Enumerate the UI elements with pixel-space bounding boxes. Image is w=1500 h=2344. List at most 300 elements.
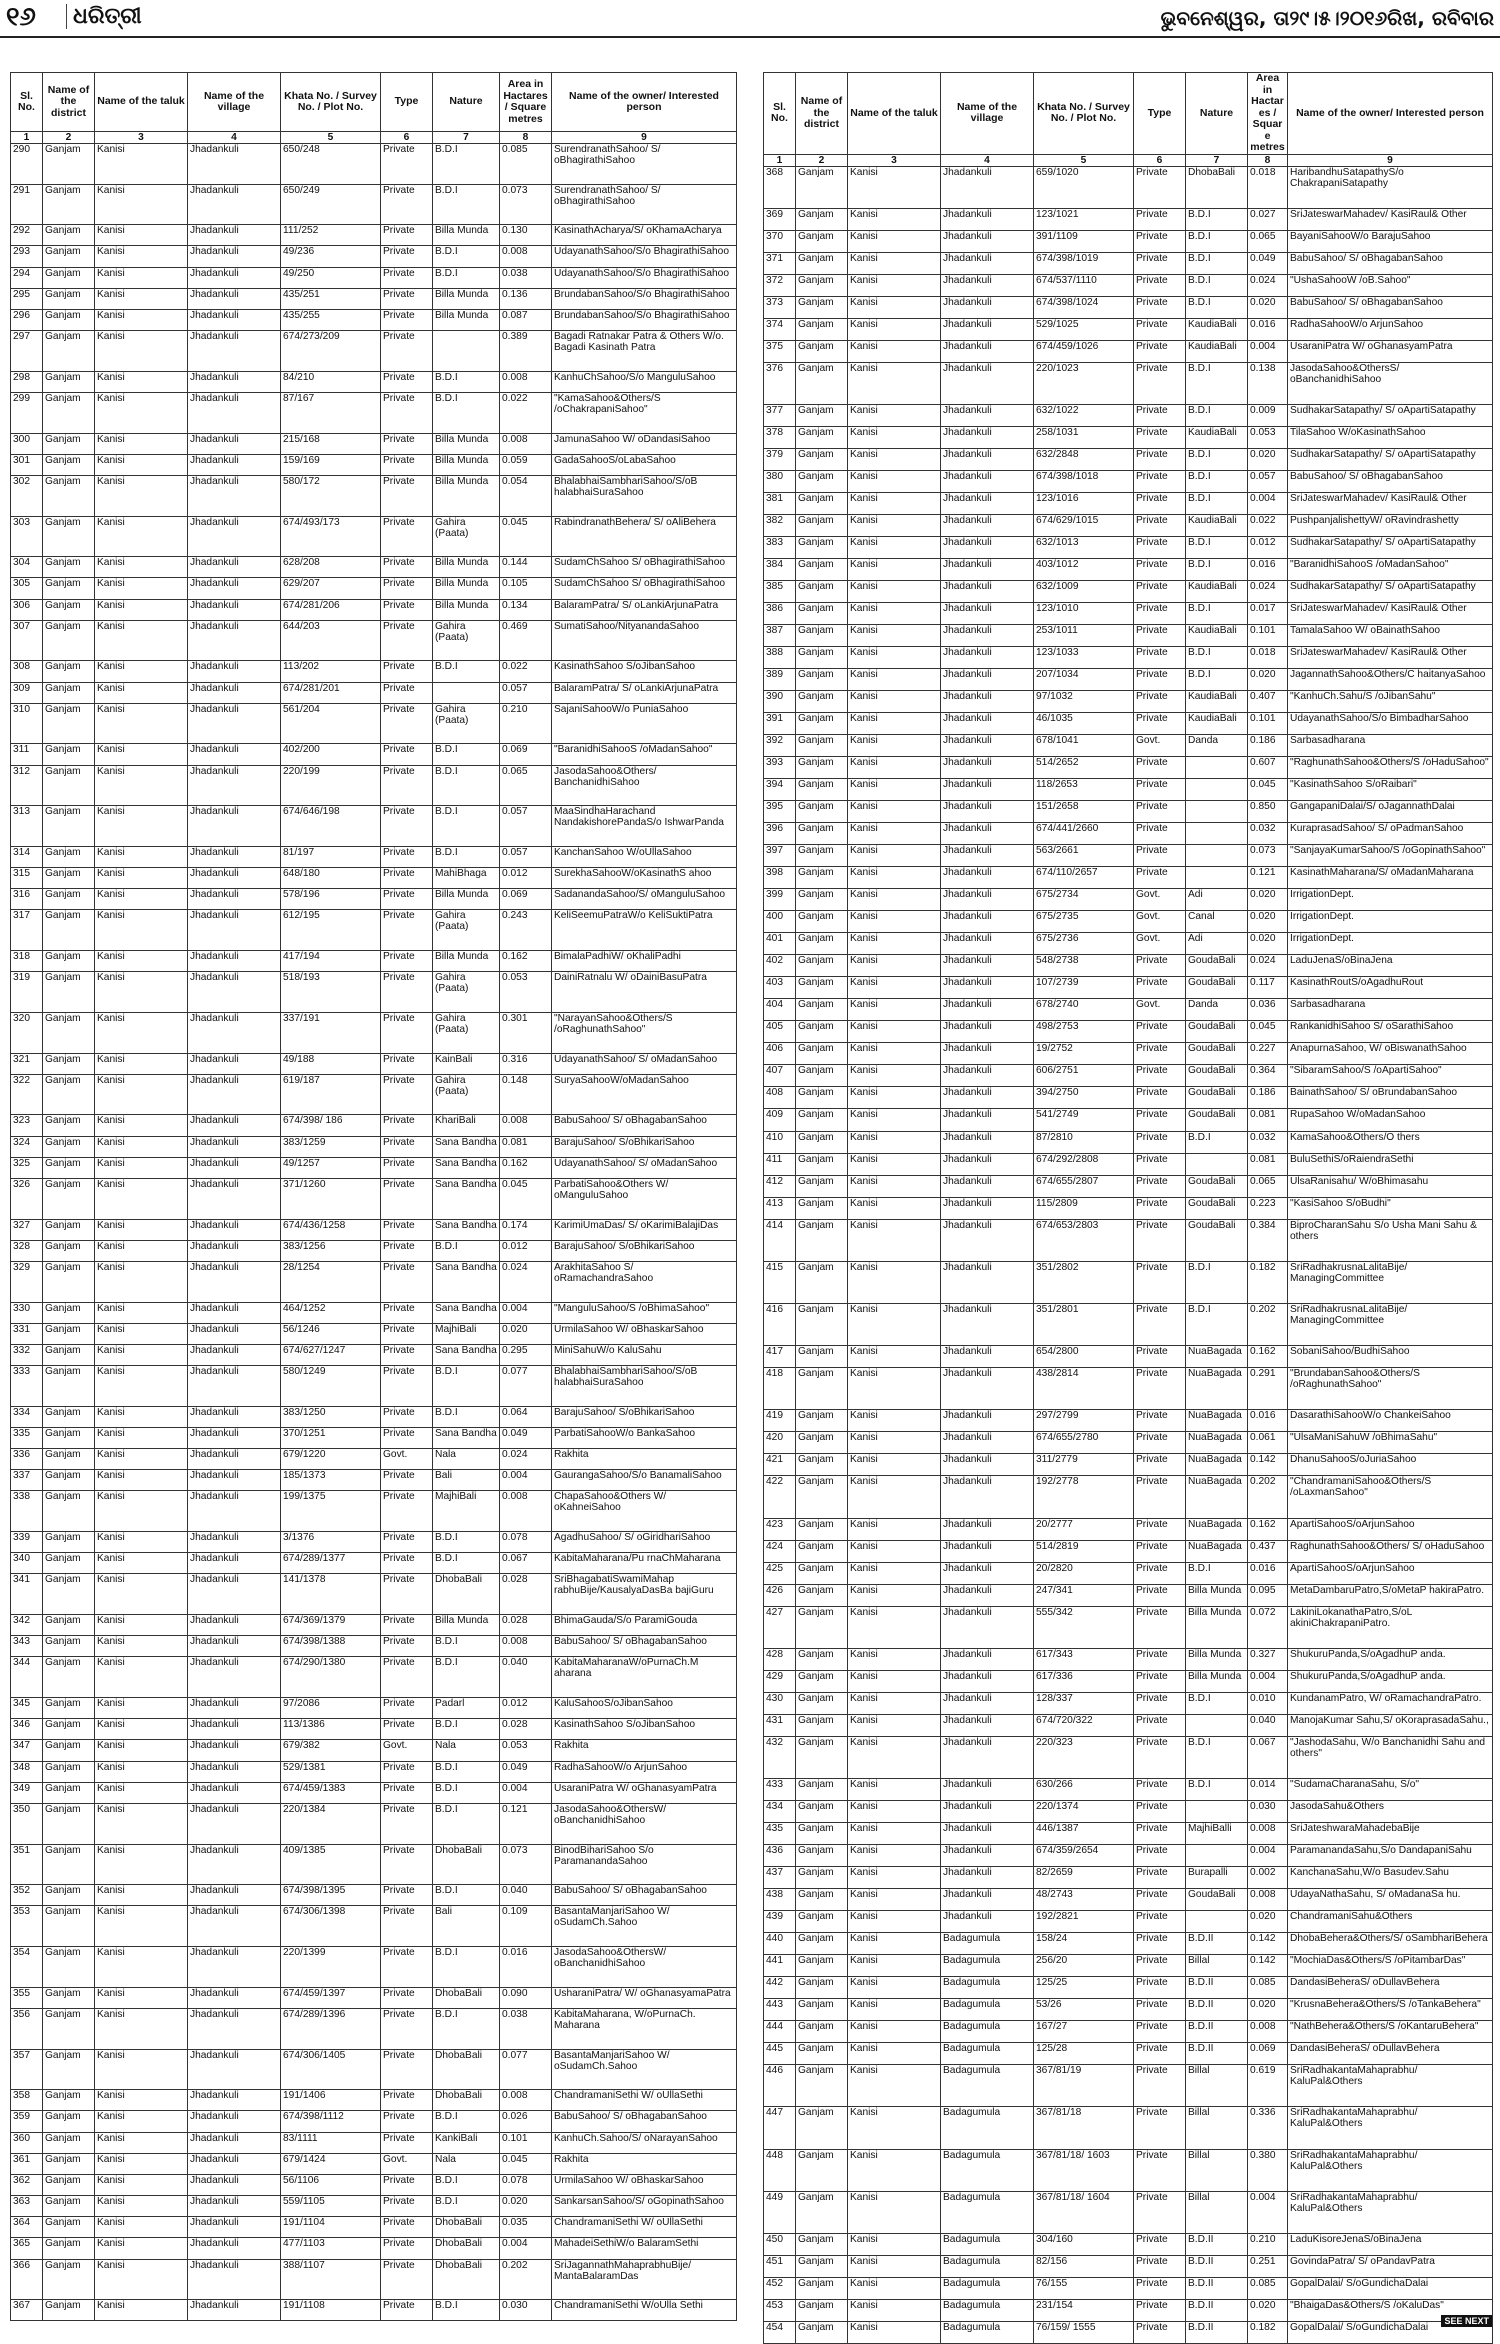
cell-area: 0.095: [1248, 1584, 1288, 1606]
cell-nature: [1186, 823, 1248, 845]
cell-area: 0.004: [1248, 340, 1288, 362]
cell-district: Ganjam: [796, 1714, 848, 1736]
cell-khata-plot: 258/1031: [1034, 427, 1134, 449]
cell-nature: NuaBagada: [1186, 1476, 1248, 1518]
cell-type: Private: [381, 516, 433, 557]
cell-taluk: Kanisi: [95, 1987, 188, 2008]
cell-owner: KuraprasadSahoo/ S/ oPadmanSahoo: [1288, 823, 1493, 845]
cell-sl-no: 430: [764, 1692, 796, 1714]
table-row: [764, 801, 1493, 823]
table-row: [764, 1346, 1493, 1368]
table-row: [11, 267, 737, 288]
cell-type: Private: [381, 310, 433, 331]
cell-district: Ganjam: [796, 757, 848, 779]
cell-village: Jhadankuli: [941, 955, 1034, 977]
cell-district: Ganjam: [796, 449, 848, 471]
cell-owner: Rakhita: [552, 2153, 737, 2174]
table-row: [11, 2259, 737, 2300]
cell-area: 0.085: [1248, 1977, 1288, 1999]
cell-type: Private: [381, 2217, 433, 2238]
column-header-khata-plot: Khata No. / Survey No. / Plot No.: [1034, 73, 1134, 155]
cell-village: Jhadankuli: [188, 144, 281, 185]
see-next-label: SEE NEXT: [1441, 2315, 1492, 2327]
cell-area: 0.384: [1248, 1219, 1288, 1261]
cell-district: Ganjam: [43, 1698, 95, 1719]
cell-sl-no: 322: [11, 1074, 43, 1115]
cell-khata-plot: 123/1033: [1034, 647, 1134, 669]
cell-khata-plot: 675/2736: [1034, 933, 1134, 955]
cell-owner: ChapaSahoo&Others W/ oKahneiSahoo: [552, 1491, 737, 1532]
column-header-village: Name of the village: [188, 73, 281, 132]
cell-village: Jhadankuli: [941, 1714, 1034, 1736]
cell-village: Jhadankuli: [941, 581, 1034, 603]
cell-khata-plot: 46/1035: [1034, 713, 1134, 735]
cell-nature: B.D.I: [1186, 493, 1248, 515]
cell-sl-no: 333: [11, 1366, 43, 1407]
cell-village: Jhadankuli: [188, 578, 281, 599]
cell-type: Private: [1134, 581, 1186, 603]
cell-area: 0.017: [1248, 603, 1288, 625]
cell-village: Jhadankuli: [188, 951, 281, 972]
cell-area: 0.002: [1248, 1867, 1288, 1889]
cell-taluk: Kanisi: [95, 1219, 188, 1240]
cell-district: Ganjam: [43, 1219, 95, 1240]
cell-village: Badagumula: [941, 1977, 1034, 1999]
cell-district: Ganjam: [43, 2153, 95, 2174]
table-row: [764, 603, 1493, 625]
cell-area: 0.072: [1248, 1606, 1288, 1648]
cell-sl-no: 376: [764, 362, 796, 404]
cell-owner: BayaniSahooW/o BarajuSahoo: [1288, 230, 1493, 252]
cell-village: Jhadankuli: [188, 972, 281, 1013]
cell-district: Ganjam: [43, 1804, 95, 1845]
cell-owner: BalaramPatra/ S/ oLankiArjunaPatra: [552, 682, 737, 703]
cell-owner: MahadeiSethiW/o BalaramSethi: [552, 2238, 737, 2259]
column-number-row: [764, 154, 1493, 166]
table-row: [764, 1410, 1493, 1432]
cell-khata-plot: 83/1111: [281, 2132, 381, 2153]
cell-sl-no: 382: [764, 515, 796, 537]
cell-type: Private: [381, 2196, 433, 2217]
cell-taluk: Kanisi: [95, 1240, 188, 1261]
cell-type: Private: [381, 868, 433, 889]
cell-type: Private: [1134, 977, 1186, 999]
cell-village: Jhadankuli: [941, 625, 1034, 647]
cell-khata-plot: 167/27: [1034, 2021, 1134, 2043]
cell-khata-plot: 679/382: [281, 1740, 381, 1761]
cell-taluk: Kanisi: [95, 1366, 188, 1407]
cell-district: Ganjam: [796, 2043, 848, 2065]
cell-taluk: Kanisi: [848, 208, 941, 230]
cell-khata-plot: 191/1104: [281, 2217, 381, 2238]
cell-area: 0.012: [500, 1698, 552, 1719]
table-row: [764, 1540, 1493, 1562]
cell-district: Ganjam: [43, 1615, 95, 1636]
cell-sl-no: 303: [11, 516, 43, 557]
cell-nature: Billa Munda: [1186, 1648, 1248, 1670]
cell-type: Private: [1134, 669, 1186, 691]
cell-village: Jhadankuli: [188, 1553, 281, 1574]
cell-village: Jhadankuli: [188, 1782, 281, 1803]
cell-owner: UdayanathSahoo/ S/ oMadanSahoo: [552, 1053, 737, 1074]
cell-district: Ganjam: [43, 1406, 95, 1427]
cell-village: Jhadankuli: [188, 1323, 281, 1344]
cell-sl-no: 330: [11, 1302, 43, 1323]
table-header-row: [11, 73, 737, 132]
cell-type: Private: [1134, 779, 1186, 801]
cell-owner: KanhuChSahoo/S/o ManguluSahoo: [552, 371, 737, 392]
cell-khata-plot: 123/1016: [1034, 493, 1134, 515]
cell-area: 0.053: [1248, 427, 1288, 449]
table-row: [764, 1999, 1493, 2021]
table-row: [11, 2090, 737, 2111]
cell-khata-plot: 674/459/1026: [1034, 340, 1134, 362]
cell-district: Ganjam: [43, 1574, 95, 1615]
cell-type: Govt.: [381, 2153, 433, 2174]
cell-sl-no: 386: [764, 603, 796, 625]
cell-khata-plot: 191/1406: [281, 2090, 381, 2111]
cell-sl-no: 394: [764, 779, 796, 801]
cell-village: Jhadankuli: [941, 1432, 1034, 1454]
cell-owner: GopalDalai/ S/oGundichaDalai: [1288, 2278, 1493, 2300]
cell-type: Private: [381, 1657, 433, 1698]
cell-khata-plot: 311/2779: [1034, 1454, 1134, 1476]
cell-owner: RupaSahoo W/oMadanSahoo: [1288, 1109, 1493, 1131]
cell-taluk: Kanisi: [848, 1410, 941, 1432]
cell-owner: "BhaigaDas&Others/S /oKaluDas": [1288, 2300, 1493, 2322]
cell-khata-plot: 674/655/2780: [1034, 1432, 1134, 1454]
cell-nature: B.D.II: [1186, 2021, 1248, 2043]
cell-sl-no: 308: [11, 661, 43, 682]
cell-village: Jhadankuli: [941, 252, 1034, 274]
cell-khata-plot: 578/196: [281, 889, 381, 910]
cell-village: Jhadankuli: [941, 166, 1034, 208]
cell-type: Private: [381, 1885, 433, 1906]
cell-sl-no: 451: [764, 2256, 796, 2278]
cell-type: Private: [381, 1261, 433, 1302]
table-row: [11, 557, 737, 578]
cell-village: Jhadankuli: [941, 1219, 1034, 1261]
cell-village: Badagumula: [941, 2278, 1034, 2300]
cell-village: Jhadankuli: [941, 230, 1034, 252]
cell-taluk: Kanisi: [95, 1947, 188, 1988]
cell-owner: BabuSahoo/ S/ oBhagabanSahoo: [1288, 471, 1493, 493]
cell-sl-no: 406: [764, 1043, 796, 1065]
cell-khata-plot: 391/1109: [1034, 230, 1134, 252]
cell-taluk: Kanisi: [848, 2234, 941, 2256]
cell-nature: B.D.I: [433, 661, 500, 682]
cell-village: Jhadankuli: [188, 910, 281, 951]
cell-taluk: Kanisi: [95, 1615, 188, 1636]
cell-taluk: Kanisi: [848, 1043, 941, 1065]
cell-taluk: Kanisi: [848, 713, 941, 735]
cell-owner: UlsaRanisahu/ W/oBhimasahu: [1288, 1175, 1493, 1197]
cell-khata-plot: 632/1022: [1034, 404, 1134, 426]
cell-area: 0.020: [500, 1323, 552, 1344]
cell-nature: B.D.II: [1186, 2278, 1248, 2300]
cell-khata-plot: 87/167: [281, 393, 381, 434]
cell-district: Ganjam: [43, 184, 95, 225]
cell-owner: BarajuSahoo/ S/oBhikariSahoo: [552, 1406, 737, 1427]
cell-taluk: Kanisi: [848, 362, 941, 404]
cell-district: Ganjam: [796, 515, 848, 537]
cell-area: 0.022: [500, 393, 552, 434]
table-row: [764, 1153, 1493, 1175]
cell-district: Ganjam: [796, 1911, 848, 1933]
cell-owner: KasinathMaharana/S/ oMadanMaharana: [1288, 867, 1493, 889]
cell-sl-no: 389: [764, 669, 796, 691]
cell-nature: GoudaBali: [1186, 1219, 1248, 1261]
cell-area: 0.121: [1248, 867, 1288, 889]
cell-taluk: Kanisi: [848, 1889, 941, 1911]
cell-nature: Sana Bandha: [433, 1344, 500, 1365]
cell-type: Private: [1134, 515, 1186, 537]
cell-sl-no: 352: [11, 1885, 43, 1906]
column-number: 6: [381, 132, 433, 144]
cell-nature: DhobaBali: [433, 2217, 500, 2238]
cell-area: 0.004: [500, 1302, 552, 1323]
cell-village: Jhadankuli: [188, 1761, 281, 1782]
cell-owner: "KanhuCh.Sahu/S /oJibanSahu": [1288, 691, 1493, 713]
cell-khata-plot: 220/323: [1034, 1736, 1134, 1778]
column-number-row: [11, 132, 737, 144]
cell-owner: DhanuSahooS/oJuriaSahoo: [1288, 1454, 1493, 1476]
cell-type: Private: [1134, 845, 1186, 867]
cell-district: Ganjam: [43, 1240, 95, 1261]
cell-type: Private: [381, 1427, 433, 1448]
cell-khata-plot: 159/169: [281, 454, 381, 475]
left-notice-table: [10, 72, 737, 2321]
column-number: 4: [188, 132, 281, 144]
newspaper-masthead: [0, 0, 1500, 38]
cell-khata-plot: 76/155: [1034, 2278, 1134, 2300]
cell-taluk: Kanisi: [95, 889, 188, 910]
cell-nature: NuaBagada: [1186, 1454, 1248, 1476]
cell-district: Ganjam: [43, 1719, 95, 1740]
table-row: [11, 1804, 737, 1845]
cell-owner: "BaranidhiSahooS /oMadanSahoo": [552, 744, 737, 765]
column-header-sl-no: Sl. No.: [11, 73, 43, 132]
cell-taluk: Kanisi: [848, 1518, 941, 1540]
cell-taluk: Kanisi: [95, 225, 188, 246]
cell-sl-no: 342: [11, 1615, 43, 1636]
cell-village: Jhadankuli: [188, 2196, 281, 2217]
cell-type: Private: [1134, 1518, 1186, 1540]
cell-type: Private: [1134, 1454, 1186, 1476]
cell-nature: B.D.I: [433, 246, 500, 267]
cell-village: Jhadankuli: [941, 867, 1034, 889]
cell-nature: B.D.I: [1186, 230, 1248, 252]
cell-district: Ganjam: [43, 2111, 95, 2132]
cell-owner: SurekhaSahooW/oKasinathS ahoo: [552, 868, 737, 889]
cell-taluk: Kanisi: [848, 955, 941, 977]
table-row: [11, 765, 737, 806]
cell-taluk: Kanisi: [95, 2008, 188, 2049]
cell-sl-no: 404: [764, 999, 796, 1021]
cell-owner: "SudamaCharanaSahu, S/o": [1288, 1779, 1493, 1801]
cell-owner: SriRadhakantaMahaprabhu/ KaluPal&Others: [1288, 2107, 1493, 2149]
cell-khata-plot: 674/110/2657: [1034, 867, 1134, 889]
cell-sl-no: 356: [11, 2008, 43, 2049]
cell-khata-plot: 207/1034: [1034, 669, 1134, 691]
cell-area: 0.008: [500, 371, 552, 392]
cell-type: Private: [381, 371, 433, 392]
cell-nature: B.D.I: [433, 806, 500, 847]
cell-owner: SriJateshwaraMahadebaBije: [1288, 1823, 1493, 1845]
cell-khata-plot: 580/1249: [281, 1366, 381, 1407]
table-row: [764, 2300, 1493, 2322]
table-row: [764, 955, 1493, 977]
cell-village: Jhadankuli: [941, 493, 1034, 515]
cell-khata-plot: 28/1254: [281, 1261, 381, 1302]
cell-village: Jhadankuli: [188, 184, 281, 225]
cell-area: 0.064: [500, 1406, 552, 1427]
cell-nature: DhobaBali: [433, 2238, 500, 2259]
cell-taluk: Kanisi: [95, 1574, 188, 1615]
cell-area: 0.036: [1248, 999, 1288, 1021]
cell-type: Private: [381, 2259, 433, 2300]
cell-owner: "KasinathSahoo S/oRaibari": [1288, 779, 1493, 801]
cell-owner: SumatiSahoo/NityanandaSahoo: [552, 620, 737, 661]
cell-sl-no: 416: [764, 1303, 796, 1345]
cell-taluk: Kanisi: [95, 910, 188, 951]
cell-khata-plot: 81/197: [281, 846, 381, 867]
table-row: [764, 1197, 1493, 1219]
cell-khata-plot: 231/154: [1034, 2300, 1134, 2322]
cell-sl-no: 350: [11, 1804, 43, 1845]
table-row: [764, 537, 1493, 559]
cell-sl-no: 340: [11, 1553, 43, 1574]
cell-nature: B.D.II: [1186, 1977, 1248, 1999]
cell-owner: JasodaSahoo&OthersS/ oBanchanidhiSahoo: [1288, 362, 1493, 404]
cell-district: Ganjam: [796, 911, 848, 933]
cell-taluk: Kanisi: [95, 578, 188, 599]
cell-nature: B.D.I: [1186, 274, 1248, 296]
cell-district: Ganjam: [43, 1947, 95, 1988]
cell-district: Ganjam: [796, 1933, 848, 1955]
cell-district: Ganjam: [796, 2107, 848, 2149]
cell-taluk: Kanisi: [95, 2090, 188, 2111]
cell-taluk: Kanisi: [95, 2300, 188, 2321]
cell-khata-plot: 125/28: [1034, 2043, 1134, 2065]
cell-district: Ganjam: [796, 933, 848, 955]
cell-khata-plot: 87/2810: [1034, 1131, 1134, 1153]
cell-type: Private: [1134, 1670, 1186, 1692]
cell-area: 0.024: [500, 1449, 552, 1470]
table-row: [11, 1740, 737, 1761]
cell-khata-plot: 383/1250: [281, 1406, 381, 1427]
cell-taluk: Kanisi: [95, 1115, 188, 1136]
cell-village: Jhadankuli: [941, 1648, 1034, 1670]
cell-nature: B.D.I: [433, 1240, 500, 1261]
table-row: [11, 2153, 737, 2174]
cell-district: Ganjam: [796, 427, 848, 449]
cell-taluk: Kanisi: [95, 246, 188, 267]
cell-nature: B.D.II: [1186, 1999, 1248, 2021]
cell-nature: B.D.I: [1186, 669, 1248, 691]
cell-sl-no: 292: [11, 225, 43, 246]
cell-type: Private: [1134, 2234, 1186, 2256]
cell-nature: Adi: [1186, 889, 1248, 911]
cell-owner: BabuSahoo/ S/ oBhagabanSahoo: [552, 1115, 737, 1136]
cell-nature: DhobaBali: [433, 2049, 500, 2090]
cell-taluk: Kanisi: [848, 2021, 941, 2043]
cell-owner: TamalaSahoo W/ oBainathSahoo: [1288, 625, 1493, 647]
cell-type: Private: [381, 331, 433, 372]
cell-khata-plot: 629/207: [281, 578, 381, 599]
cell-district: Ganjam: [796, 1410, 848, 1432]
table-row: [764, 977, 1493, 999]
cell-village: Jhadankuli: [941, 691, 1034, 713]
cell-khata-plot: 563/2661: [1034, 845, 1134, 867]
cell-area: 0.008: [1248, 2021, 1288, 2043]
cell-district: Ganjam: [43, 246, 95, 267]
cell-owner: SriJateswarMahadev/ KasiRaul& Other: [1288, 603, 1493, 625]
cell-district: Ganjam: [43, 1491, 95, 1532]
cell-nature: Billa Munda: [1186, 1670, 1248, 1692]
table-row: [764, 2107, 1493, 2149]
cell-khata-plot: 185/1373: [281, 1470, 381, 1491]
cell-type: Private: [381, 1219, 433, 1240]
cell-owner: KasinathSahoo S/oJibanSahoo: [552, 1719, 737, 1740]
cell-sl-no: 324: [11, 1136, 43, 1157]
cell-area: 0.057: [500, 846, 552, 867]
cell-type: Private: [1134, 2322, 1186, 2344]
cell-type: Private: [1134, 955, 1186, 977]
cell-nature: GoudaBali: [1186, 977, 1248, 999]
cell-sl-no: 381: [764, 493, 796, 515]
cell-district: Ganjam: [796, 1476, 848, 1518]
cell-village: Jhadankuli: [188, 2259, 281, 2300]
cell-sl-no: 426: [764, 1584, 796, 1606]
cell-sl-no: 450: [764, 2234, 796, 2256]
cell-village: Jhadankuli: [188, 765, 281, 806]
table-row: [764, 252, 1493, 274]
cell-sl-no: 335: [11, 1427, 43, 1448]
cell-type: Private: [1134, 1065, 1186, 1087]
cell-type: Private: [1134, 1606, 1186, 1648]
cell-sl-no: 313: [11, 806, 43, 847]
cell-sl-no: 448: [764, 2149, 796, 2191]
cell-district: Ganjam: [796, 1087, 848, 1109]
cell-taluk: Kanisi: [848, 2322, 941, 2344]
table-row: [764, 1670, 1493, 1692]
cell-area: 0.069: [1248, 2043, 1288, 2065]
cell-owner: DandasiBeheraS/ oDullavBehera: [1288, 2043, 1493, 2065]
cell-taluk: Kanisi: [95, 682, 188, 703]
cell-village: Jhadankuli: [941, 1562, 1034, 1584]
table-row: [764, 933, 1493, 955]
cell-village: Jhadankuli: [188, 868, 281, 889]
cell-area: 0.008: [500, 1636, 552, 1657]
cell-owner: KabitaMaharana/Pu rnaChMaharana: [552, 1553, 737, 1574]
cell-khata-plot: 446/1387: [1034, 1823, 1134, 1845]
column-number: 9: [552, 132, 737, 144]
cell-district: Ganjam: [43, 868, 95, 889]
cell-sl-no: 312: [11, 765, 43, 806]
cell-area: 0.020: [1248, 1999, 1288, 2021]
cell-type: Private: [1134, 1346, 1186, 1368]
cell-taluk: Kanisi: [848, 1584, 941, 1606]
cell-nature: B.D.I: [433, 765, 500, 806]
cell-type: Private: [1134, 2300, 1186, 2322]
cell-sl-no: 336: [11, 1449, 43, 1470]
table-row: [764, 1043, 1493, 1065]
cell-sl-no: 316: [11, 889, 43, 910]
cell-district: Ganjam: [796, 1261, 848, 1303]
cell-district: Ganjam: [43, 288, 95, 309]
cell-owner: "BaranidhiSahooS /oMadanSahoo": [1288, 559, 1493, 581]
